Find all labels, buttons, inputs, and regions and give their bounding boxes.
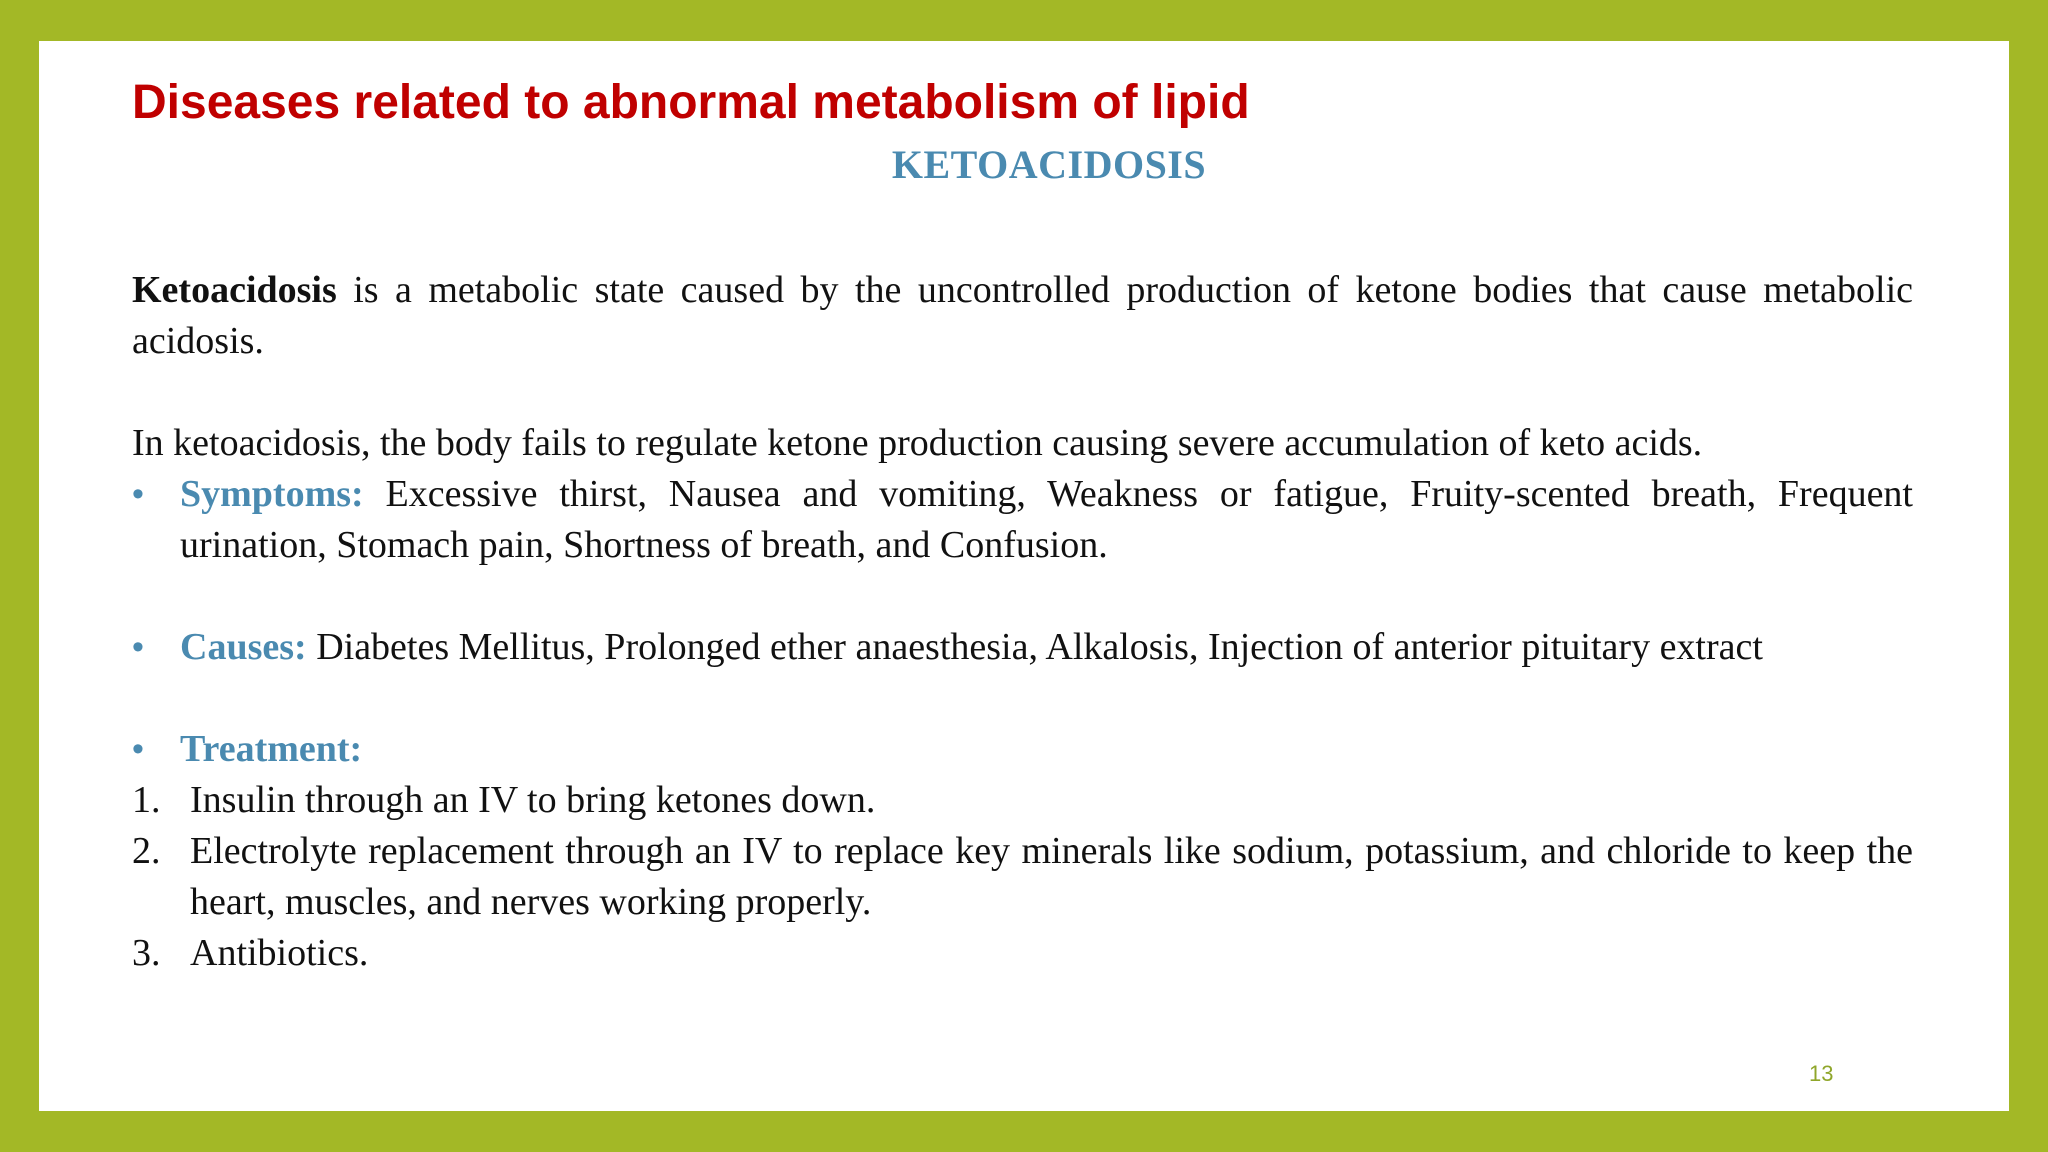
treatment-item bbox=[132, 928, 1913, 979]
treatment-item bbox=[132, 775, 1913, 826]
bullet-icon: • bbox=[132, 628, 144, 666]
bullet-icon: • bbox=[132, 475, 144, 513]
treatment-item-text: Insulin through an IV to bring ketones down. bbox=[190, 779, 876, 821]
slide bbox=[39, 41, 2009, 1111]
slide-subtitle: KETOACIDOSIS bbox=[891, 142, 1207, 187]
bullet-icon: • bbox=[132, 730, 144, 768]
treatment-bullet bbox=[132, 724, 1913, 775]
treatment-item-text: Electrolyte replacement through an IV to replace key minerals like sodium, potassium, and chloride to keep the heart, muscles, and nerves working properly. bbox=[190, 830, 1913, 923]
definition-term: Ketoacidosis bbox=[132, 269, 337, 311]
treatment-item-number: 1. bbox=[132, 779, 161, 821]
causes-bullet bbox=[132, 622, 1913, 673]
treatment-item-number: 2. bbox=[132, 830, 161, 872]
spacer bbox=[132, 367, 1913, 418]
page-number: 13 bbox=[1809, 1061, 1834, 1086]
treatment-item bbox=[132, 826, 1913, 928]
causes-text: Diabetes Mellitus, Prolonged ether anaesthesia, Alkalosis, Injection of anterior pituitary extract bbox=[306, 626, 1763, 668]
definition-paragraph bbox=[132, 265, 1913, 367]
slide-title: Diseases related to abnormal metabolism of lipid bbox=[132, 76, 1250, 129]
definition-text: is a metabolic state caused by the uncontrolled production of ketone bodies that cause metabolic acidosis. bbox=[132, 269, 1913, 362]
spacer bbox=[132, 673, 1913, 724]
symptoms-label: Symptoms: bbox=[180, 473, 364, 515]
causes-label: Causes: bbox=[180, 626, 307, 668]
treatment-item-number: 3. bbox=[132, 932, 161, 974]
intro-paragraph: In ketoacidosis, the body fails to regulate ketone production causing severe accumulation of keto acids. bbox=[132, 422, 1703, 464]
symptoms-bullet bbox=[132, 469, 1913, 571]
symptoms-text: Excessive thirst, Nausea and vomiting, Weakness or fatigue, Fruity-scented breath, Frequent urination, Stomach pain, Shortness of breath, and Confusion. bbox=[180, 473, 1913, 566]
treatment-label: Treatment: bbox=[180, 728, 363, 770]
treatment-item-text: Antibiotics. bbox=[190, 932, 369, 974]
spacer bbox=[132, 571, 1913, 622]
slide-body bbox=[132, 265, 1913, 979]
